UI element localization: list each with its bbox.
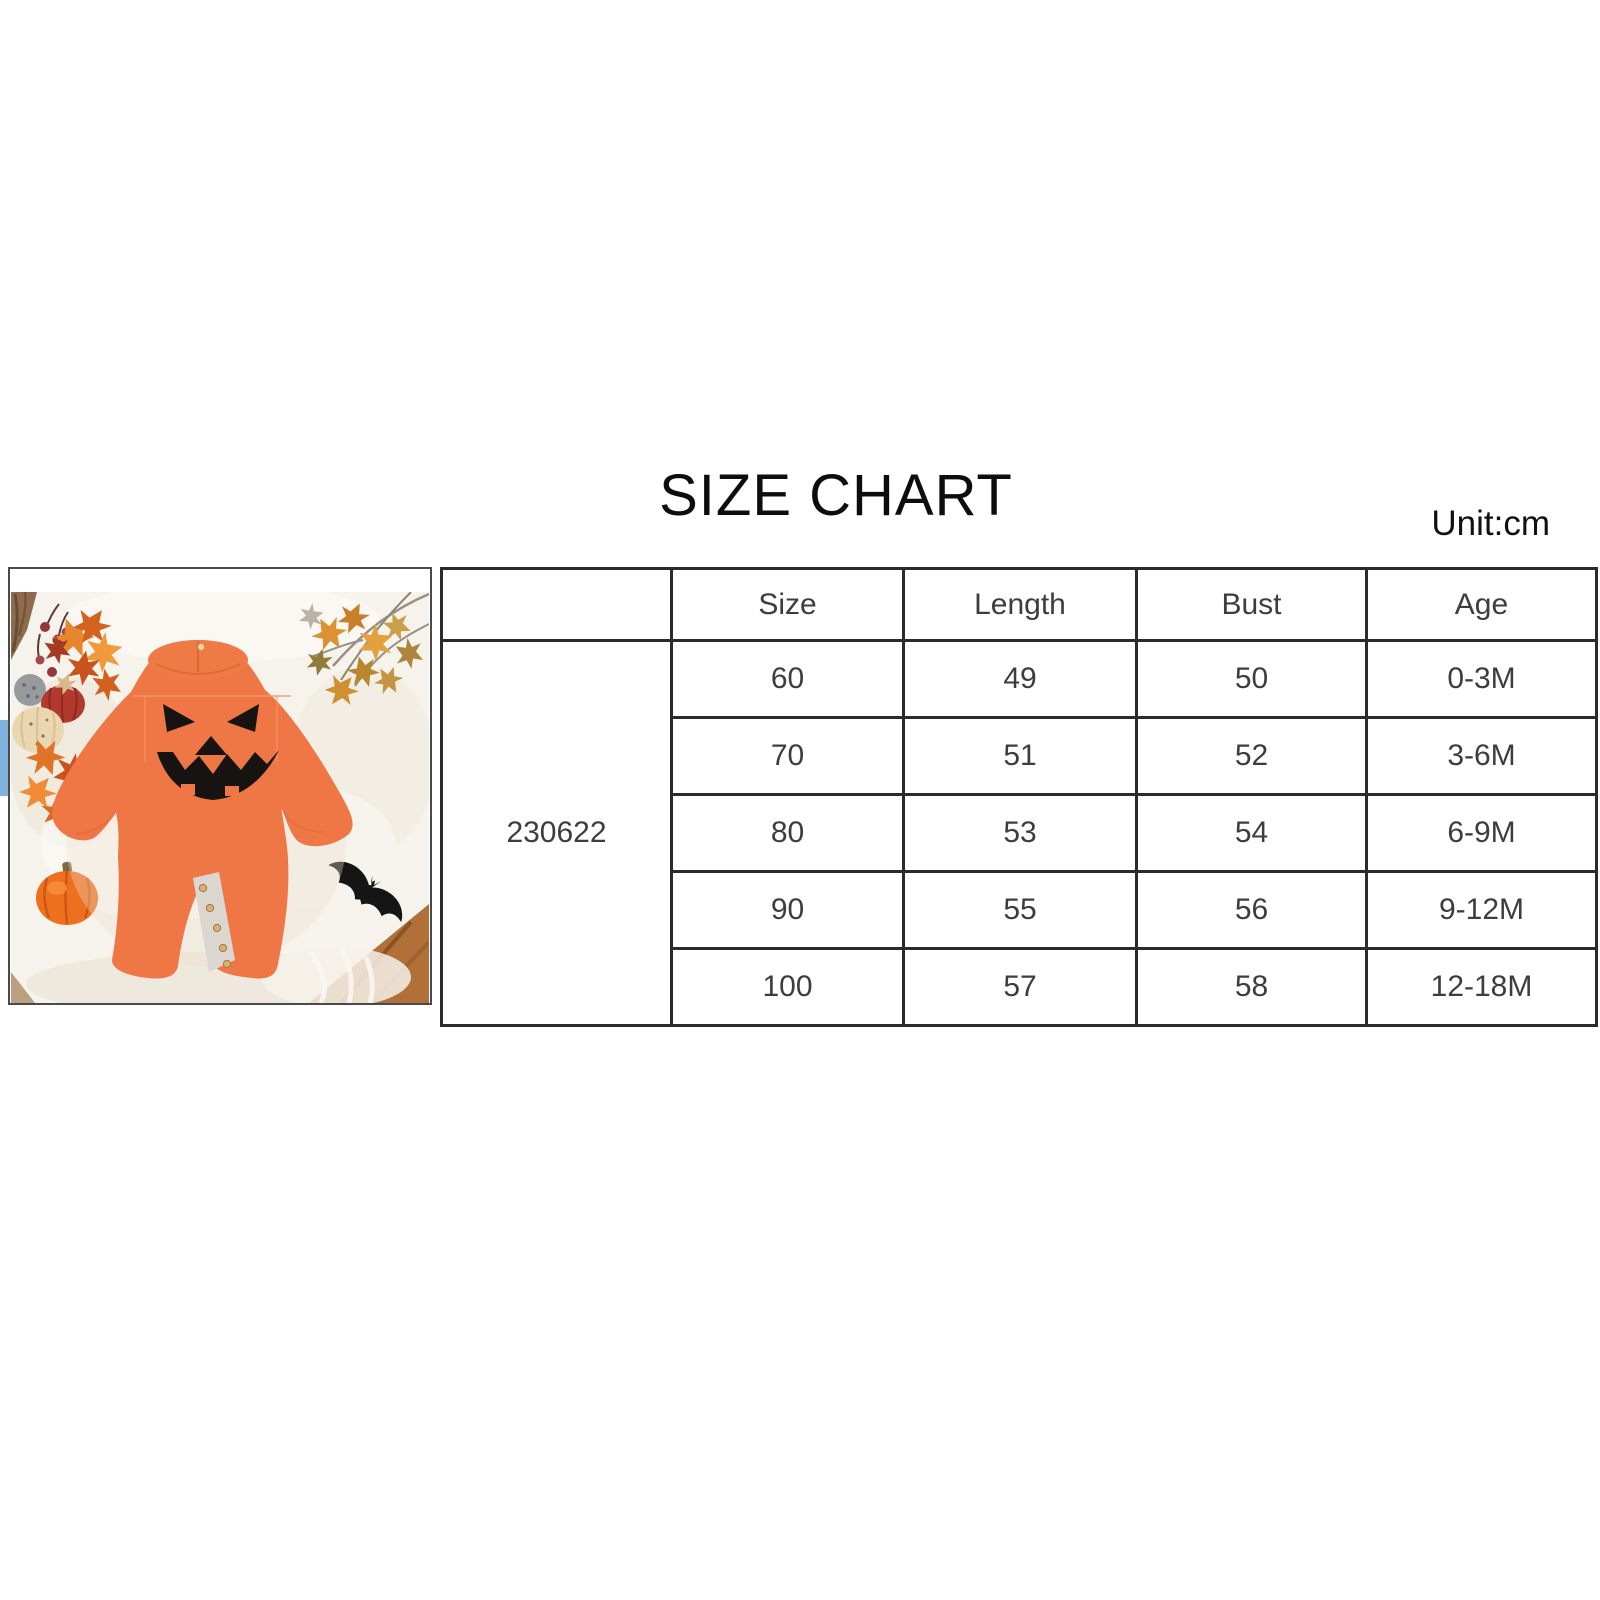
- product-code-cell: 230622: [442, 641, 672, 1026]
- table-header-row: [442, 569, 1597, 641]
- age-cell: 6-9M: [1367, 795, 1597, 872]
- age-cell: 0-3M: [1367, 641, 1597, 718]
- product-photo: [8, 567, 432, 1005]
- bust-cell: 50: [1137, 641, 1367, 718]
- header-cell-age: Age: [1367, 569, 1597, 641]
- blue-scrollbar-fragment: [0, 720, 8, 796]
- product-photo-illustration: [11, 592, 429, 1003]
- header-cell-bust: Bust: [1137, 569, 1367, 641]
- bust-cell: 52: [1137, 718, 1367, 795]
- size-cell: 90: [672, 872, 904, 949]
- length-cell: 53: [904, 795, 1137, 872]
- unit-label: Unit:cm: [1431, 504, 1550, 543]
- bust-cell: 54: [1137, 795, 1367, 872]
- mouth-tooth-gap: [225, 786, 239, 796]
- age-cell: 12-18M: [1367, 949, 1597, 1026]
- size-cell: 60: [672, 641, 904, 718]
- size-chart-table: [440, 567, 1598, 1027]
- table-row: [442, 641, 1597, 718]
- length-cell: 49: [904, 641, 1137, 718]
- age-cell: 9-12M: [1367, 872, 1597, 949]
- mouth-tooth-gap: [181, 784, 195, 795]
- age-cell: 3-6M: [1367, 718, 1597, 795]
- size-cell: 70: [672, 718, 904, 795]
- size-cell: 80: [672, 795, 904, 872]
- grey-ornament: [14, 674, 46, 706]
- header-cell-length: Length: [904, 569, 1137, 641]
- table-corner-cell: [442, 569, 672, 641]
- length-cell: 57: [904, 949, 1137, 1026]
- length-cell: 55: [904, 872, 1137, 949]
- bust-cell: 58: [1137, 949, 1367, 1026]
- bust-cell: 56: [1137, 872, 1367, 949]
- page-title: SIZE CHART: [659, 463, 1013, 528]
- header-cell-size: Size: [672, 569, 904, 641]
- size-cell: 100: [672, 949, 904, 1026]
- length-cell: 51: [904, 718, 1137, 795]
